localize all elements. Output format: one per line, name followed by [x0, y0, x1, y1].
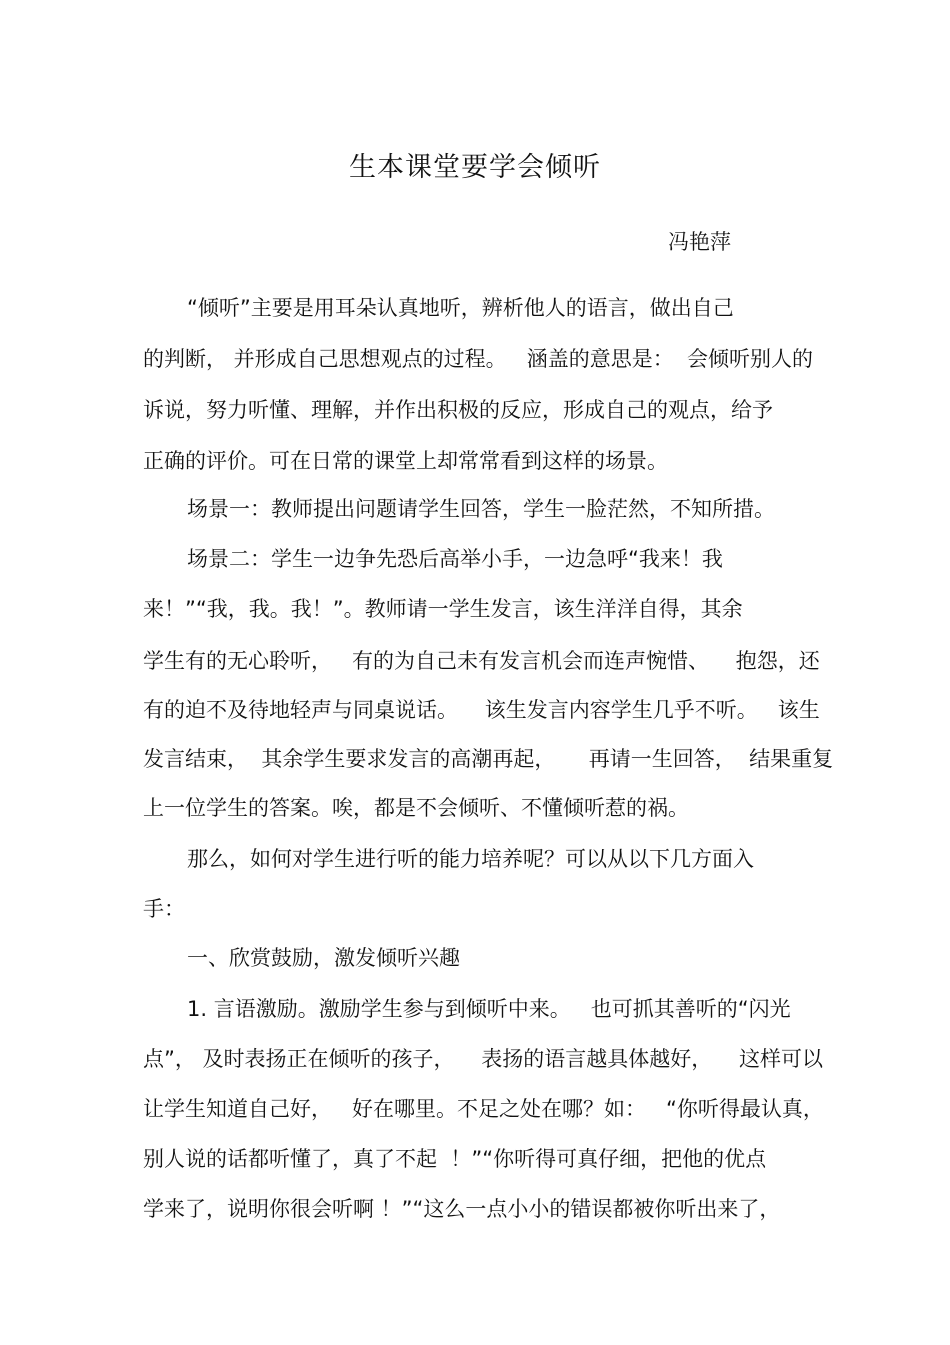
paragraph-line: 别人说的话都听懂了，真了不起 ！”“你听得可真仔细，把他的优点 — [143, 1147, 767, 1171]
paragraph-line: 学生有的无心聆听， 有的为自己未有发言机会而连声惋惜、 抱怨，还 — [143, 649, 820, 673]
author-name: 冯艳萍 — [668, 230, 731, 254]
paragraph-line: 点”， 及时表扬正在倾听的孩子， 表扬的语言越具体越好， 这样可以 — [143, 1047, 823, 1071]
paragraph-line: 那么，如何对学生进行听的能力培养呢？可以从以下几方面入 — [187, 847, 754, 871]
paragraph-line: 学来了，说明你很会听啊 ！”“这么一点小小的错误都被你听出来了， — [143, 1197, 781, 1221]
paragraph-line: 来！”“我，我。我！”。教师请一学生发言，该生洋洋自得，其余 — [143, 597, 743, 621]
paragraph-line: 的判断， 并形成自己思想观点的过程。 涵盖的意思是： 会倾听别人的 — [143, 347, 814, 371]
paragraph-line: 有的迫不及待地轻声与同桌说话。 该生发言内容学生几乎不听。 该生 — [143, 698, 820, 722]
paragraph-line: 手： — [143, 897, 185, 921]
paragraph-line: 1. 言语激励。激励学生参与到倾听中来。 也可抓其善听的“闪光 — [187, 997, 791, 1021]
paragraph-line: 上一位学生的答案。唉，都是不会倾听、不懂倾听惹的祸。 — [143, 796, 689, 820]
paragraph-line: 场景二：学生一边争先恐后高举小手，一边急呼“我来！我 — [187, 547, 723, 571]
section-heading: 一、欣赏鼓励，激发倾听兴趣 — [187, 946, 460, 970]
paragraph-line: 发言结束， 其余学生要求发言的高潮再起， 再请一生回答， 结果重复 — [143, 747, 834, 771]
paragraph-line: 场景一：教师提出问题请学生回答，学生一脸茫然，不知所措。 — [187, 497, 775, 521]
paragraph-line: 诉说，努力听懂、理解，并作出积极的反应，形成自己的观点，给予 — [143, 398, 773, 422]
paragraph-line: “倾听”主要是用耳朵认真地听，辨析他人的语言，做出自己 — [187, 296, 734, 320]
paragraph-line: 让学生知道自己好， 好在哪里。不足之处在哪？如： “你听得最认真， — [143, 1097, 824, 1121]
paragraph-line: 正确的评价。可在日常的课堂上却常常看到这样的场景。 — [143, 449, 668, 473]
document-title: 生本课堂要学会倾听 — [349, 152, 601, 183]
